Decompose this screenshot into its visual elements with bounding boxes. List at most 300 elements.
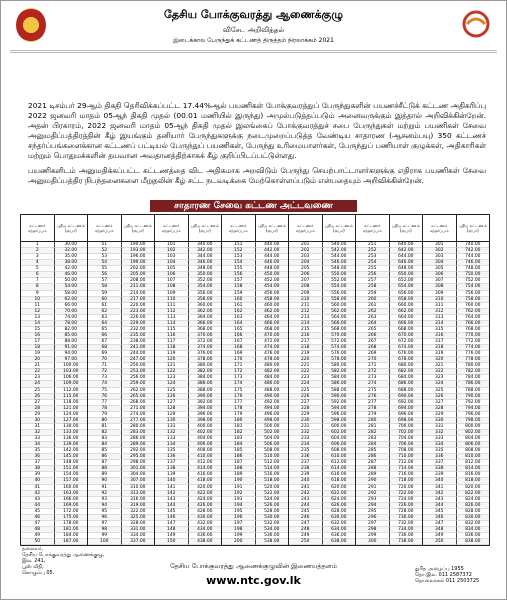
stage-number: 17 [21, 339, 55, 345]
fare-table [20, 214, 490, 546]
stage-number: 127 [155, 400, 189, 406]
fare-value: 235.00 [122, 333, 155, 339]
fare-value: 38.00 [55, 260, 88, 266]
fare-value: 596.00 [323, 412, 356, 418]
table-row [155, 539, 221, 545]
fare-value: 540.00 [323, 242, 356, 248]
stage-number: 349 [423, 533, 457, 539]
stage-number: 236 [289, 454, 323, 460]
fare-value: 512.00 [256, 460, 289, 466]
stage-number: 218 [289, 345, 323, 351]
fare-value: 464.00 [256, 315, 289, 321]
column-header [155, 215, 221, 242]
stage-number: 344 [423, 503, 457, 509]
stage-number: 276 [356, 394, 390, 400]
stage-number: 137 [155, 460, 189, 466]
fare-value: 522.00 [256, 491, 289, 497]
fare-value: 570.00 [323, 333, 356, 339]
stage-number: 14 [21, 321, 55, 327]
fare-value: 614.00 [323, 466, 356, 472]
fare-value: 466.00 [256, 321, 289, 327]
fare-value: 816.00 [457, 472, 490, 478]
stage-number: 44 [21, 503, 55, 509]
stage-number: 225 [289, 388, 323, 394]
stage-number: 220 [289, 357, 323, 363]
fare-value: 834.00 [457, 527, 490, 533]
fare-value: 420.00 [189, 485, 222, 491]
fare-value: 271.00 [122, 406, 155, 412]
fare-value: 211.00 [122, 284, 155, 290]
fare-value: 454.00 [256, 284, 289, 290]
stage-number: 158 [222, 284, 256, 290]
fare-value: 334.00 [122, 533, 155, 539]
stage-number: 248 [289, 527, 323, 533]
fare-value: 313.00 [122, 491, 155, 497]
stage-number: 314 [423, 321, 457, 327]
stage-number: 37 [21, 460, 55, 466]
stage-number: 92 [88, 491, 122, 497]
fare-value: 830.00 [457, 515, 490, 521]
stage-number: 39 [21, 472, 55, 478]
fare-value: 556.00 [323, 291, 356, 297]
fare-value: 360.00 [189, 303, 222, 309]
fare-value: 796.00 [457, 412, 490, 418]
fare-value: 322.00 [122, 509, 155, 515]
fare-value: 54.00 [55, 284, 88, 290]
fare-value: 652.00 [390, 278, 423, 284]
stage-number: 152 [222, 248, 256, 254]
fare-header: புதிய கட்டணம் (ரூபா) [257, 223, 286, 233]
stage-number: 75 [88, 388, 122, 394]
fare-value: 199.00 [122, 260, 155, 266]
fare-value: 500.00 [256, 424, 289, 430]
stage-number: 121 [155, 363, 189, 369]
stage-number: 335 [423, 448, 457, 454]
page-title: தேசிய போக்குவரத்து ஆணைக்குழு [164, 8, 343, 21]
stage-number: 131 [155, 424, 189, 430]
fare-value: 265.00 [122, 394, 155, 400]
stage-number: 144 [155, 503, 189, 509]
stage-number: 154 [222, 260, 256, 266]
stage-number: 273 [356, 375, 390, 381]
stage-number: 88 [88, 466, 122, 472]
fare-value: 618.00 [323, 478, 356, 484]
stage-number: 307 [423, 278, 457, 284]
fare-value: 205.00 [122, 272, 155, 278]
stage-number: 261 [356, 303, 390, 309]
fare-value: 818.00 [457, 478, 490, 484]
fare-value: 378.00 [189, 357, 222, 363]
stage-number: 180 [222, 418, 256, 424]
stage-number: 206 [289, 272, 323, 278]
column-header [21, 215, 87, 242]
stage-number: 182 [222, 430, 256, 436]
fare-value: 600.00 [323, 424, 356, 430]
stage-number: 240 [289, 478, 323, 484]
stage-number: 26 [21, 394, 55, 400]
fare-value: 374.00 [189, 345, 222, 351]
fare-value: 286.00 [122, 436, 155, 442]
stage-number: 191 [222, 485, 256, 491]
fare-value: 536.00 [256, 533, 289, 539]
fare-value: 456.00 [256, 291, 289, 297]
stage-number: 203 [289, 254, 323, 260]
contact-block [415, 566, 495, 584]
fare-value: 800.00 [457, 424, 490, 430]
fare-value: 426.00 [189, 503, 222, 509]
fare-value: 604.00 [323, 436, 356, 442]
stage-number: 98 [88, 527, 122, 533]
stage-number: 148 [155, 527, 189, 533]
stage-number: 170 [222, 357, 256, 363]
fare-value: 436.00 [189, 533, 222, 539]
stage-number: 258 [356, 284, 390, 290]
fare-value: 712.00 [390, 460, 423, 466]
fare-value: 520.00 [256, 485, 289, 491]
stage-number: 31 [21, 424, 55, 430]
fare-value: 444.00 [256, 254, 289, 260]
stage-number: 113 [155, 315, 189, 321]
fare-value: 594.00 [323, 406, 356, 412]
stage-number: 348 [423, 527, 457, 533]
stage-header: கட்டணச் சந்தர்ப்பம் [289, 215, 323, 241]
fare-value: 606.00 [323, 442, 356, 448]
stage-number: 8 [21, 284, 55, 290]
stage-number: 68 [88, 345, 122, 351]
fare-value: 582.00 [323, 369, 356, 375]
intro-paragraph: 2021 டிசம்பர் 29ஆம் திகதி தெரிவிக்கப்பட்ட 17.44%ஆல் பயணிகள் போக்குவரத்துப் பேருந்துகளின் பயணச்சீட்டுக் கட்டண அதிகரிப்பு 2022 ஜனவரி மாதம் 05ஆந் திகதி முதல் (00.01 மணியில் இருந்து) அமுல்படுத்தப்படும் அனைவருக்கும் இத்தால் அறிவிக்கின்றேன். அதன் பிரகாரம், 2022 ஜனவரி மாதம் 05ஆந் திகதி முதல் இலங்கைப் போக்குவரத்துச் சபை பேருந்துகள் மற்றும் பயணிகள் சேவை அனுமதிப்பத்திரத்தின் கீழ் இயங்கும் தனியார் பேருந்துகளுக்கு நடைமுறைப்படுத்த வேண்டிய சாதாரண (ஆசனம்பயு) 350 கட்டணச் சந்தர்ப்பங்களைக்கான கட்டணப் பட்டியல் பேருந்துப் பயணிகள், பேருந்து உரிமையாளர்கள், பேருந்துப் பணியாள் குழுக்கள், அதிகாரிகள் மற்றும் பொதுமக்களின் தயவான அவதானத்திற்காகக் கீழ் குறிப்பிடப்பட்டுள்ளது. [28, 101, 486, 160]
fare-value: 307.00 [122, 478, 155, 484]
fare-column [221, 214, 288, 546]
fare-value: 310.00 [122, 485, 155, 491]
stage-number: 90 [88, 478, 122, 484]
stage-number: 153 [222, 254, 256, 260]
stage-number: 337 [423, 460, 457, 466]
stage-number: 204 [289, 260, 323, 266]
fare-value: 738.00 [390, 539, 423, 545]
stage-number: 244 [289, 503, 323, 509]
fare-value: 136.00 [55, 436, 88, 442]
stage-number: 305 [423, 266, 457, 272]
fare-value: 508.00 [256, 448, 289, 454]
stage-number: 40 [21, 478, 55, 484]
fare-value: 802.00 [457, 430, 490, 436]
stage-number: 215 [289, 327, 323, 333]
fare-value: 292.00 [122, 448, 155, 454]
stage-number: 295 [356, 509, 390, 515]
stage-number: 62 [88, 309, 122, 315]
table-row [222, 539, 288, 545]
stage-number: 112 [155, 309, 189, 315]
fare-value: 253.00 [122, 369, 155, 375]
fare-value: 590.00 [323, 394, 356, 400]
stage-number: 274 [356, 381, 390, 387]
stage-number: 256 [356, 272, 390, 278]
stage-number: 5 [21, 266, 55, 272]
fare-value: 392.00 [189, 400, 222, 406]
fare-value: 670.00 [390, 333, 423, 339]
fare-value: 384.00 [189, 375, 222, 381]
fare-value: 774.00 [457, 345, 490, 351]
stage-number: 134 [155, 442, 189, 448]
fare-value: 406.00 [189, 442, 222, 448]
stage-number: 325 [423, 388, 457, 394]
stage-number: 172 [222, 369, 256, 375]
fare-value: 692.00 [390, 400, 423, 406]
stage-number: 189 [222, 472, 256, 478]
contact-line: துரித அழைப்பு 1955 [415, 566, 464, 572]
stage-number: 266 [356, 333, 390, 339]
fare-value: 97.00 [55, 357, 88, 363]
fare-value: 534.00 [256, 527, 289, 533]
stage-number: 275 [356, 388, 390, 394]
fare-column [154, 214, 221, 546]
stage-number: 209 [289, 291, 323, 297]
stage-number: 97 [88, 521, 122, 527]
stage-number: 238 [289, 466, 323, 472]
stage-number: 2 [21, 248, 55, 254]
stage-number: 7 [21, 278, 55, 284]
stage-number: 143 [155, 497, 189, 503]
stage-number: 126 [155, 394, 189, 400]
warning-paragraph: பயணிகளிடம் அனுமதிக்கப்பட்ட கட்டணத்தை விட அதிகமாக அறவிடும் பேருந்து செயற்பாட்டாளர்களுக்கு எதிராக பயணிகள் சேவை அனுமதிப்பத்திர நிபந்தனைகளை மீறுதலின் கீழ் சட்ட நடவடிக்கை மேற்கொள்ளப்படும் என்பதையும் அறிவிக்கின்றேன். [28, 166, 486, 185]
stage-number: 63 [88, 315, 122, 321]
fare-value: 262.00 [122, 388, 155, 394]
stage-number: 345 [423, 509, 457, 515]
fare-value: 472.00 [256, 339, 289, 345]
fare-value: 430.00 [189, 515, 222, 521]
table-title: சாதாரண சேவை கட்டண அட்டவணை [150, 200, 357, 212]
fare-value: 642.00 [390, 248, 423, 254]
stage-number: 334 [423, 442, 457, 448]
stage-number: 16 [21, 333, 55, 339]
fare-value: 372.00 [189, 339, 222, 345]
stage-number: 292 [356, 491, 390, 497]
fare-value: 578.00 [323, 357, 356, 363]
website-link[interactable]: www.ntc.gov.lk [206, 574, 301, 587]
fare-value: 268.00 [122, 400, 155, 406]
stage-number: 163 [222, 315, 256, 321]
notice-label: விசேட அறிவித்தல் [222, 26, 285, 34]
fare-value: 734.00 [390, 527, 423, 533]
fare-value: 574.00 [323, 345, 356, 351]
stage-number: 202 [289, 248, 323, 254]
stage-number: 259 [356, 291, 390, 297]
fare-value: 798.00 [457, 418, 490, 424]
stage-number: 336 [423, 454, 457, 460]
stage-number: 86 [88, 454, 122, 460]
stage-number: 36 [21, 454, 55, 460]
stage-number: 128 [155, 406, 189, 412]
fare-value: 396.00 [189, 412, 222, 418]
table-row [289, 539, 355, 545]
stage-number: 24 [21, 381, 55, 387]
divider [10, 52, 497, 53]
fare-value: 728.00 [390, 509, 423, 515]
stage-number: 294 [356, 503, 390, 509]
fare-value: 344.00 [189, 254, 222, 260]
fare-value: 440.00 [256, 242, 289, 248]
fare-value: 476.00 [256, 351, 289, 357]
fare-value: 157.00 [55, 478, 88, 484]
fare-value: 277.00 [122, 418, 155, 424]
stage-number: 253 [356, 254, 390, 260]
stage-number: 147 [155, 521, 189, 527]
stage-number: 312 [423, 309, 457, 315]
stage-number: 58 [88, 284, 122, 290]
stage-number: 350 [423, 539, 457, 545]
stage-number: 27 [21, 400, 55, 406]
stage-number: 290 [356, 478, 390, 484]
stage-number: 347 [423, 521, 457, 527]
stage-number: 156 [222, 272, 256, 278]
stage-number: 260 [356, 297, 390, 303]
fare-value: 352.00 [189, 278, 222, 284]
stage-number: 229 [289, 412, 323, 418]
fare-value: 82.00 [55, 327, 88, 333]
fare-value: 241.00 [122, 345, 155, 351]
fare-value: 118.00 [55, 400, 88, 406]
fare-value: 121.00 [55, 406, 88, 412]
stage-number: 81 [88, 424, 122, 430]
fare-value: 812.00 [457, 460, 490, 466]
fare-value: 350.00 [189, 272, 222, 278]
fare-value: 506.00 [256, 442, 289, 448]
stage-number: 235 [289, 448, 323, 454]
stage-number: 169 [222, 351, 256, 357]
fare-value: 810.00 [457, 454, 490, 460]
fare-value: 394.00 [189, 406, 222, 412]
stage-number: 184 [222, 442, 256, 448]
stage-number: 50 [21, 539, 55, 545]
fare-value: 223.00 [122, 309, 155, 315]
fare-value: 133.00 [55, 430, 88, 436]
fare-value: 148.00 [55, 460, 88, 466]
stage-number: 12 [21, 309, 55, 315]
fare-value: 684.00 [390, 375, 423, 381]
stage-number: 212 [289, 309, 323, 315]
stage-number: 231 [289, 424, 323, 430]
address-line: தலைவர், [22, 546, 44, 552]
stage-number: 6 [21, 272, 55, 278]
fare-header: புதிய கட்டணம் (ரூபா) [190, 223, 219, 233]
stage-number: 245 [289, 509, 323, 515]
stage-number: 291 [356, 485, 390, 491]
stage-number: 32 [21, 430, 55, 436]
column-header [356, 215, 422, 242]
stage-number: 43 [21, 497, 55, 503]
fare-value: 742.00 [457, 248, 490, 254]
stage-number: 157 [222, 278, 256, 284]
stage-number: 227 [289, 400, 323, 406]
stage-number: 268 [356, 345, 390, 351]
fare-value: 109.00 [55, 381, 88, 387]
fare-value: 668.00 [390, 327, 423, 333]
stage-number: 29 [21, 412, 55, 418]
fare-value: 548.00 [323, 266, 356, 272]
stage-number: 94 [88, 503, 122, 509]
stage-number: 53 [88, 254, 122, 260]
fare-value: 380.00 [189, 363, 222, 369]
stage-number: 73 [88, 375, 122, 381]
fare-value: 576.00 [323, 351, 356, 357]
stage-number: 226 [289, 394, 323, 400]
fare-value: 660.00 [390, 303, 423, 309]
contact-line: தொ.இல. 011 2587372 [415, 572, 472, 578]
stage-header: கட்டணச் சந்தர்ப்பம் [423, 215, 457, 241]
stage-number: 329 [423, 412, 457, 418]
stage-number: 232 [289, 430, 323, 436]
fare-value: 524.00 [256, 497, 289, 503]
fare-value: 716.00 [390, 472, 423, 478]
stage-number: 76 [88, 394, 122, 400]
stage-number: 214 [289, 321, 323, 327]
stage-number: 93 [88, 497, 122, 503]
stage-number: 104 [155, 260, 189, 266]
stage-number: 146 [155, 515, 189, 521]
fare-value: 792.00 [457, 400, 490, 406]
stage-number: 301 [423, 242, 457, 248]
fare-value: 196.00 [122, 254, 155, 260]
fare-value: 822.00 [457, 491, 490, 497]
fare-value: 678.00 [390, 357, 423, 363]
fare-value: 490.00 [256, 394, 289, 400]
stage-number: 80 [88, 418, 122, 424]
stage-header: கட்டணச் சந்தர்ப்பம் [222, 215, 256, 241]
fare-value: 770.00 [457, 333, 490, 339]
stage-number: 168 [222, 345, 256, 351]
stage-number: 45 [21, 509, 55, 515]
stage-number: 42 [21, 491, 55, 497]
stage-number: 279 [356, 412, 390, 418]
fare-value: 754.00 [457, 284, 490, 290]
fare-value: 386.00 [189, 381, 222, 387]
stage-number: 177 [222, 400, 256, 406]
stage-number: 30 [21, 418, 55, 424]
stage-number: 47 [21, 521, 55, 527]
fare-value: 124.00 [55, 412, 88, 418]
address-line: இல. 241, [22, 558, 46, 564]
fare-value: 428.00 [189, 509, 222, 515]
fare-value: 301.00 [122, 466, 155, 472]
fare-value: 682.00 [390, 369, 423, 375]
fare-value: 412.00 [189, 460, 222, 466]
fare-value: 612.00 [323, 460, 356, 466]
column-header [222, 215, 288, 242]
fare-value: 686.00 [390, 381, 423, 387]
stage-number: 230 [289, 418, 323, 424]
stage-number: 83 [88, 436, 122, 442]
stage-number: 118 [155, 345, 189, 351]
fare-value: 806.00 [457, 442, 490, 448]
fare-value: 586.00 [323, 381, 356, 387]
stage-number: 186 [222, 454, 256, 460]
fare-value: 50.00 [55, 278, 88, 284]
stage-header: கட்டணச் சந்தர்ப்பம் [155, 215, 189, 241]
fare-value: 710.00 [390, 454, 423, 460]
fare-value: 650.00 [390, 272, 423, 278]
fare-value: 348.00 [189, 266, 222, 272]
stage-number: 234 [289, 442, 323, 448]
stage-number: 18 [21, 345, 55, 351]
stage-number: 124 [155, 381, 189, 387]
fare-value: 568.00 [323, 327, 356, 333]
stage-number: 56 [88, 272, 122, 278]
fare-value: 382.00 [189, 369, 222, 375]
footer [0, 546, 507, 600]
fare-value: 274.00 [122, 412, 155, 418]
stage-number: 151 [222, 242, 256, 248]
